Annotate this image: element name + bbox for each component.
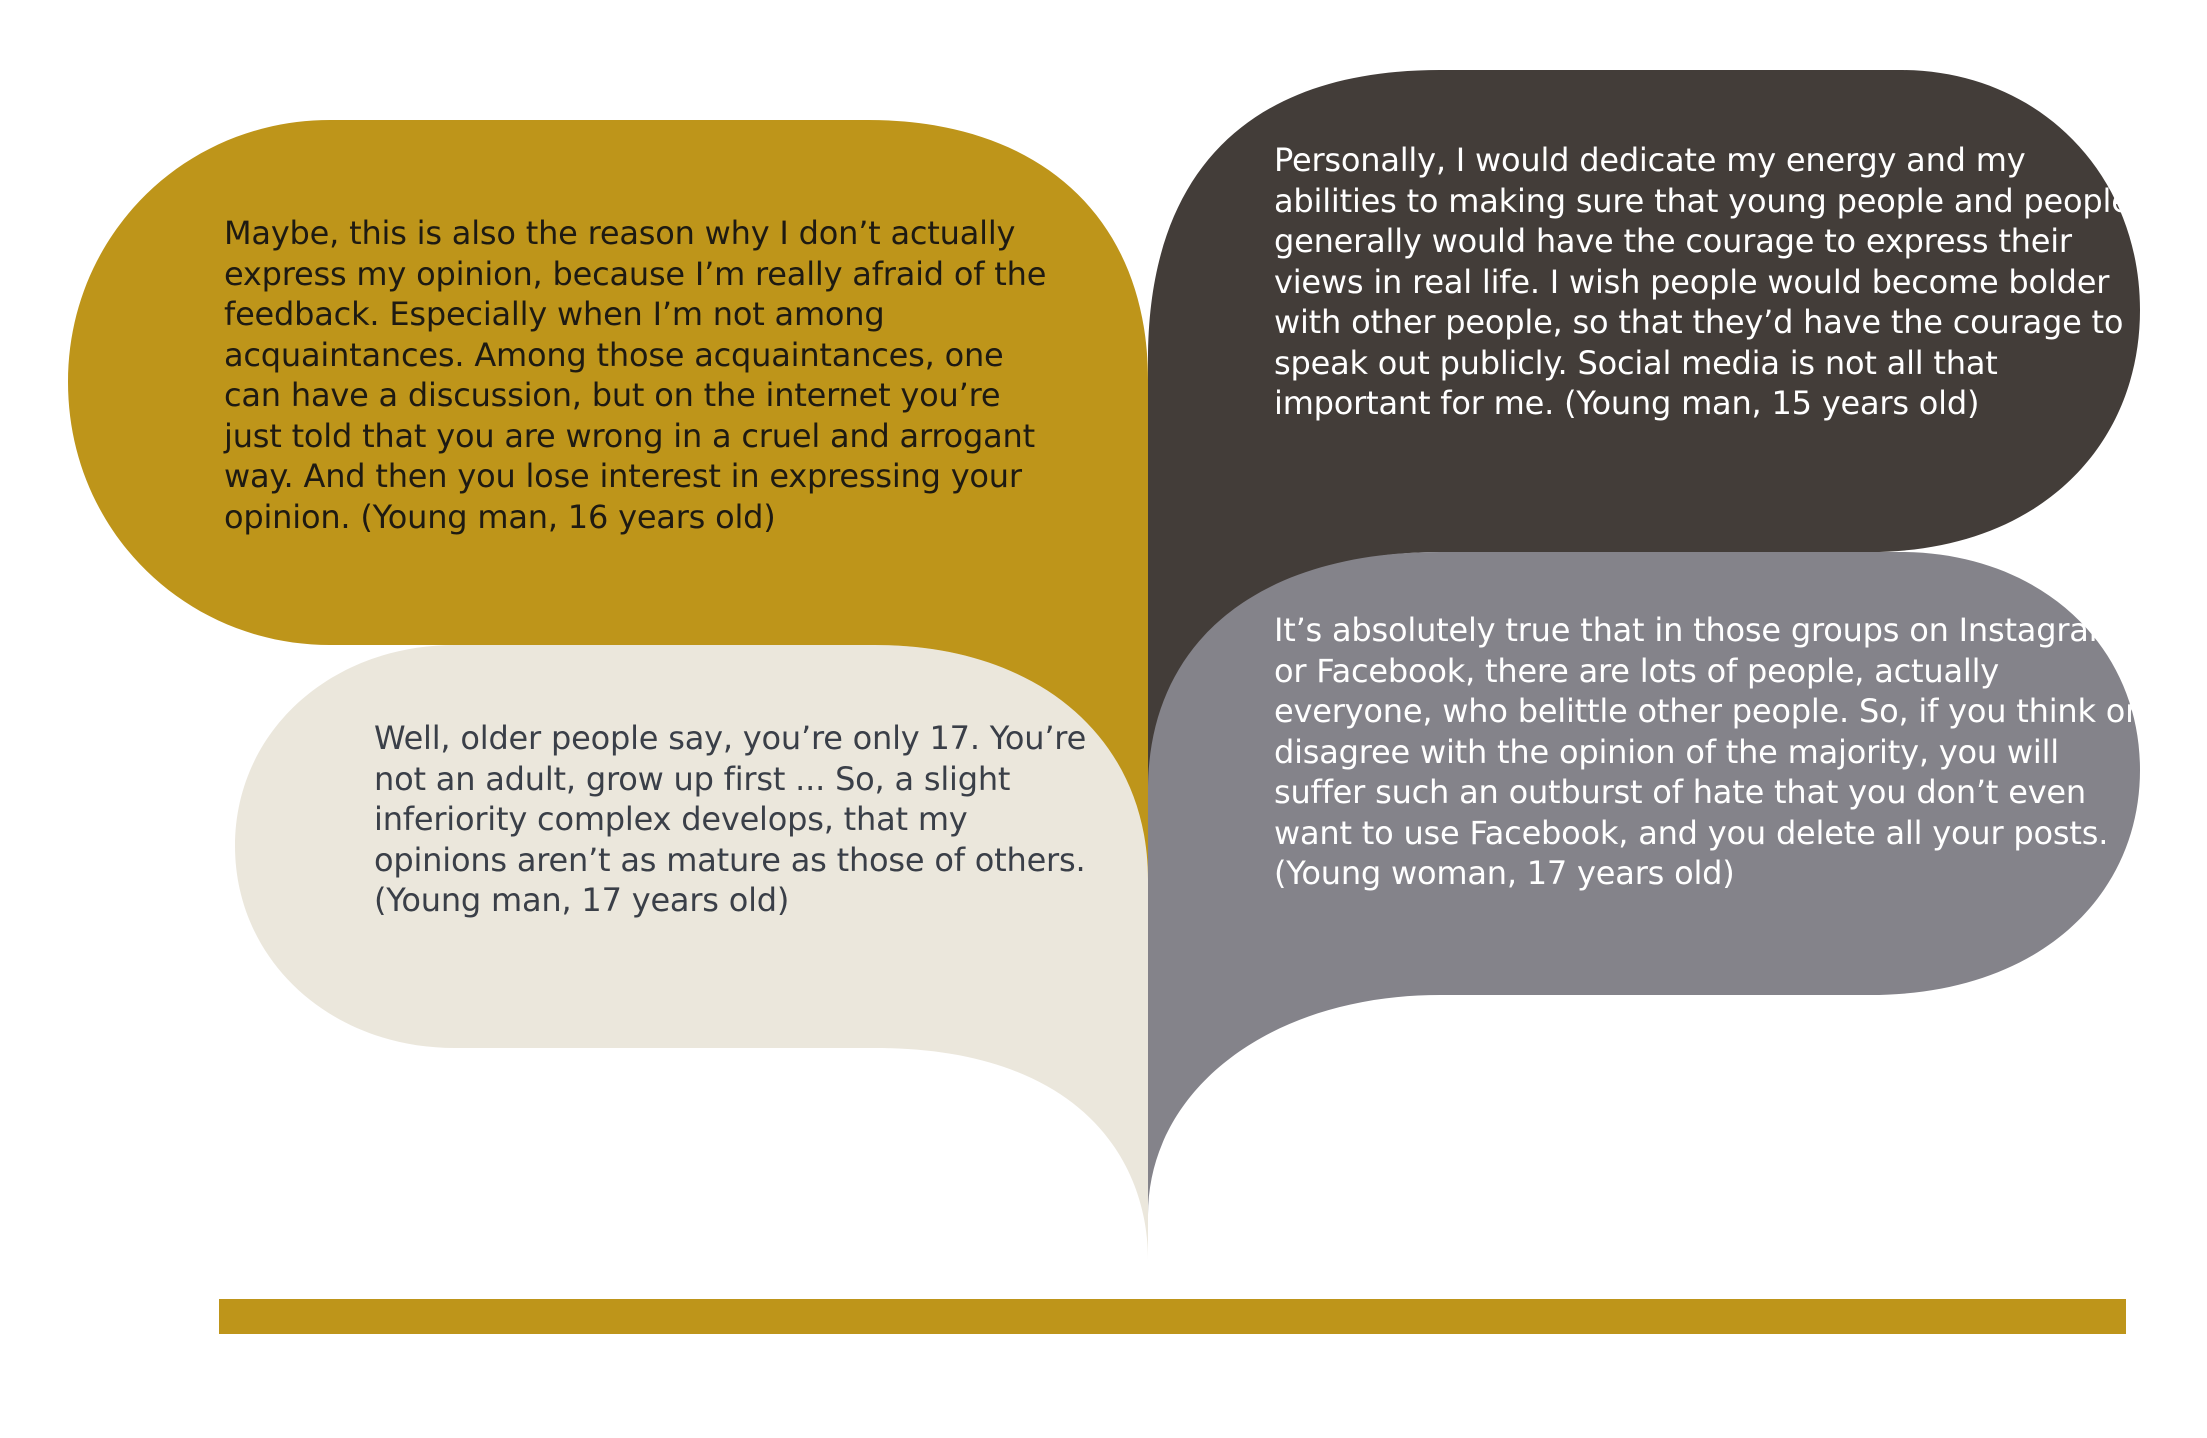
- quote-young-woman-17: [1274, 610, 2144, 894]
- quote-text: It’s absolutely true that in those groups on Instagram or Facebook, there are lots of people, actually everyone, who belittle other people. So, if you think or disagree with the opinion of the majority, you will suffer such an outburst of hate that you don’t even want to use Facebook, and you delete all your posts.: [1274, 611, 2139, 852]
- footer-rule: [219, 1299, 2126, 1334]
- quote-young-man-17: [374, 718, 1094, 921]
- quote-text: Maybe, this is also the reason why I don’t actually express my opinion, because I’m really afraid of the feedback. Especially when I’m not among acquaintances. Among those acquaintances, one can have a discussion, but on the internet you’re just told that you are wrong in a cruel and arrogant way. And then you lose interest in expressing your opinion.: [224, 214, 1047, 536]
- quote-attribution: (Young man, 15 years old): [1564, 384, 1980, 422]
- quote-young-man-16: [224, 213, 1064, 537]
- quote-young-man-15: [1274, 140, 2144, 424]
- quote-attribution: (Young man, 17 years old): [374, 881, 790, 919]
- quote-text: Personally, I would dedicate my energy and my abilities to making sure that young people and people generally would have the courage to express their views in real life. I wish people would become bolder with other people, so that they’d have the courage to speak out publicly. Social media is not all that important for me.: [1274, 141, 2131, 422]
- quote-attribution: (Young man, 16 years old): [360, 497, 776, 536]
- quote-text: Well, older people say, you’re only 17. You’re not an adult, grow up first ... So, a slight inferiority complex develops, that my opinions aren’t as mature as those of others.: [374, 719, 1087, 879]
- quote-attribution: (Young woman, 17 years old): [1274, 854, 1735, 892]
